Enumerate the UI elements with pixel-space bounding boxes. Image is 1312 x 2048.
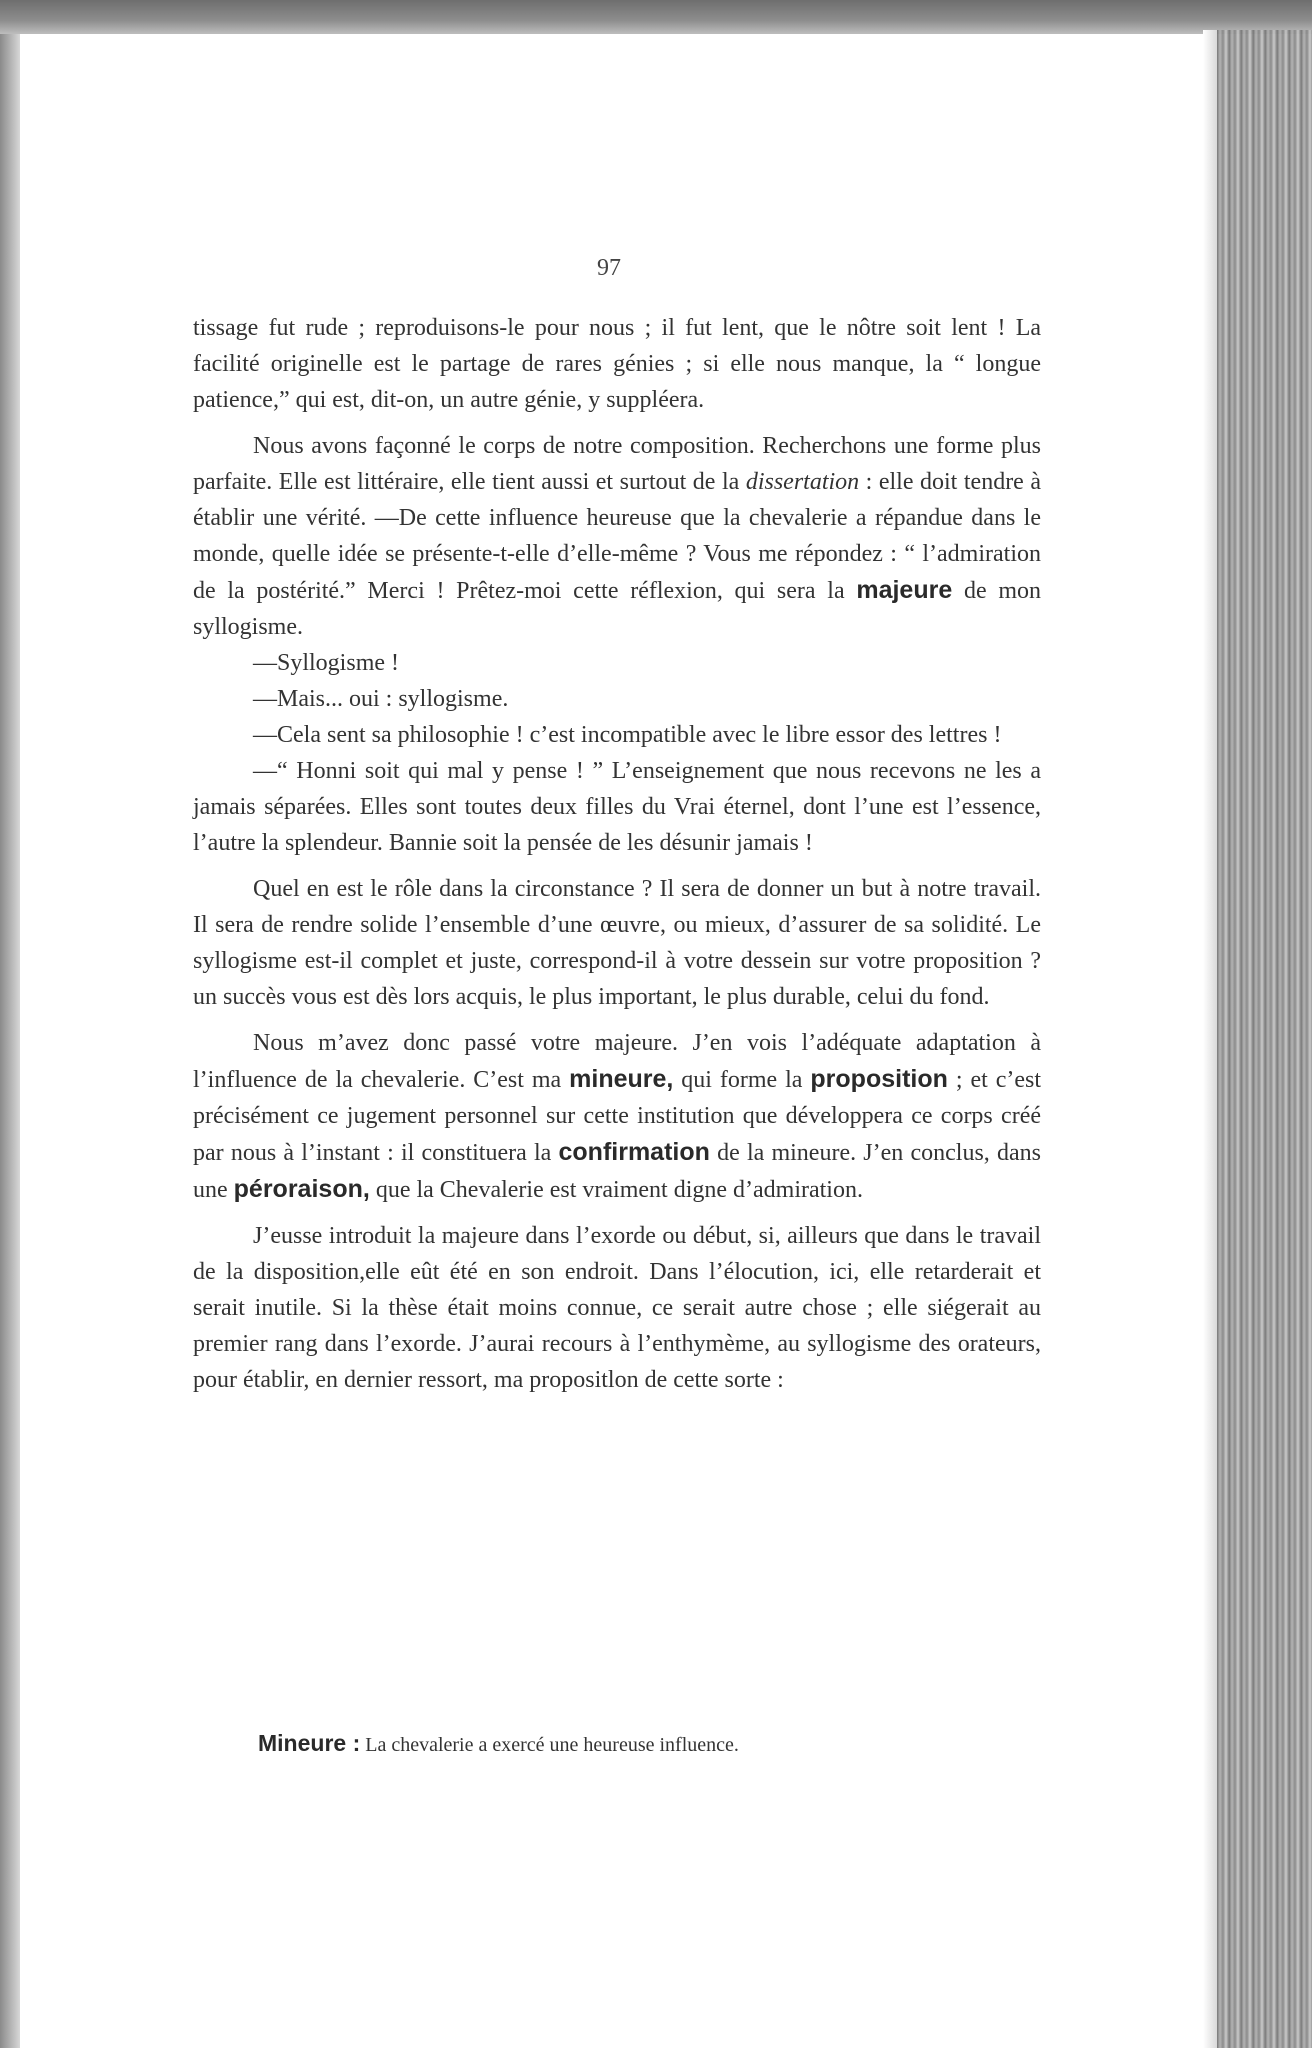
segment: : elle doit tendre à établir une vérité. —De cette influence heureuse que la chevalerie a répandue dans le monde, quelle idée se présente-t-elle d’elle-même ? Vous me répondez : “ l’admiration de la postérité.” Merci ! Prêtez-moi cette réflexion, qui sera la <box>193 469 1042 604</box>
page-top-shadow <box>0 0 1312 34</box>
final-line-text: La chevalerie a exercé une heureuse influence. <box>365 1734 739 1756</box>
dialogue-line-4 <box>193 753 1041 861</box>
segment: Nous avons façonné le corps de notre composition. Recherchons une forme plus parfaite. Elle est littéraire, elle tient aussi et surtout de la <box>193 433 1041 495</box>
term-confirmation: confirmation <box>558 1138 710 1166</box>
term-majeure: majeure <box>856 576 953 604</box>
segment: J’eusse introduit la majeure dans l’exorde ou début, si, ailleurs que dans le travail de la disposition,elle eût été en son endroit. Dans l’élocution, ici, elle retarderait et serait inutile. Si la thèse était moins connue, ce serait autre chose ; elle siégerait au premier rang dans l’exorde. J’aurai recours à l’enthymème, au syllogisme des orateurs, pour établir, en dernier ressort, ma propositlon de cette sorte : <box>193 1223 1041 1393</box>
segment: Quel en est le rôle dans la circonstance ? Il sera de donner un but à notre travail. Il sera de rendre solide l’ensemble d’une œuvre, ou mieux, d’assurer de sa solidité. Le syllogisme est-il complet et juste, correspond-il à votre dessein sur votre proposition ? un succès vous est dès lors acquis, le plus important, le plus durable, celui du fond. <box>193 876 1041 1010</box>
paragraph-3 <box>193 871 1041 1015</box>
term-mineure: mineure, <box>569 1065 674 1093</box>
segment: tissage fut rude ; reproduisons-le pour nous ; il fut lent, que le nôtre soit lent ! La facilité originelle est le partage de rares génies ; si elle nous manque, la “ longue patience,” qui est, dit-on, un autre génie, y suppléera. <box>193 315 1041 413</box>
paragraph-2 <box>193 428 1041 645</box>
page-number: 97 <box>597 255 621 281</box>
page-left-shadow <box>0 0 20 2048</box>
final-line <box>258 1730 739 1757</box>
paragraph-5 <box>193 1218 1041 1398</box>
body-text <box>193 310 1041 1398</box>
segment: Nous m’avez donc passé votre majeure. J’en vois l’adéquate adaptation à l’influence de la chevalerie. C’est ma <box>193 1030 1041 1093</box>
term-proposition: proposition <box>810 1065 948 1093</box>
segment: —Cela sent sa philosophie ! c’est incompatible avec le libre essor des lettres ! <box>253 722 1002 748</box>
segment: —Mais... oui : syllogisme. <box>253 686 509 712</box>
segment: de la mineure. J’en conclus, dans une <box>193 1140 1041 1203</box>
final-line-label: Mineure : <box>258 1730 361 1756</box>
page-edge-fade <box>1203 30 1217 2048</box>
segment: de mon syllogisme. <box>193 578 1041 640</box>
segment: —“ Honni soit qui mal y pense ! ” L’enseignement que nous recevons ne les a jamais séparées. Elles sont toutes deux filles du Vrai éternel, dont l’une est l’essence, l’autre la splendeur. Bannie soit la pensée de les désunir jamais ! <box>193 758 1041 856</box>
paragraph-1 <box>193 310 1041 418</box>
segment: —Syllogisme ! <box>253 650 400 676</box>
segment-italic: dissertation <box>745 469 860 495</box>
book-page-edges <box>1217 30 1312 2048</box>
segment: que la Chevalerie est vraiment digne d’admiration. <box>369 1177 863 1203</box>
dialogue-line-2 <box>193 681 1041 717</box>
dialogue-line-3 <box>193 717 1041 753</box>
dialogue-line-1 <box>193 645 1041 681</box>
segment: ; et c’est précisément ce jugement personnel sur cette institution que développera ce corps créé par nous à l’instant : il constituera la <box>193 1067 1042 1166</box>
paragraph-4 <box>193 1025 1041 1208</box>
term-peroraison: péroraison, <box>233 1175 370 1203</box>
segment: qui forme la <box>673 1067 811 1093</box>
